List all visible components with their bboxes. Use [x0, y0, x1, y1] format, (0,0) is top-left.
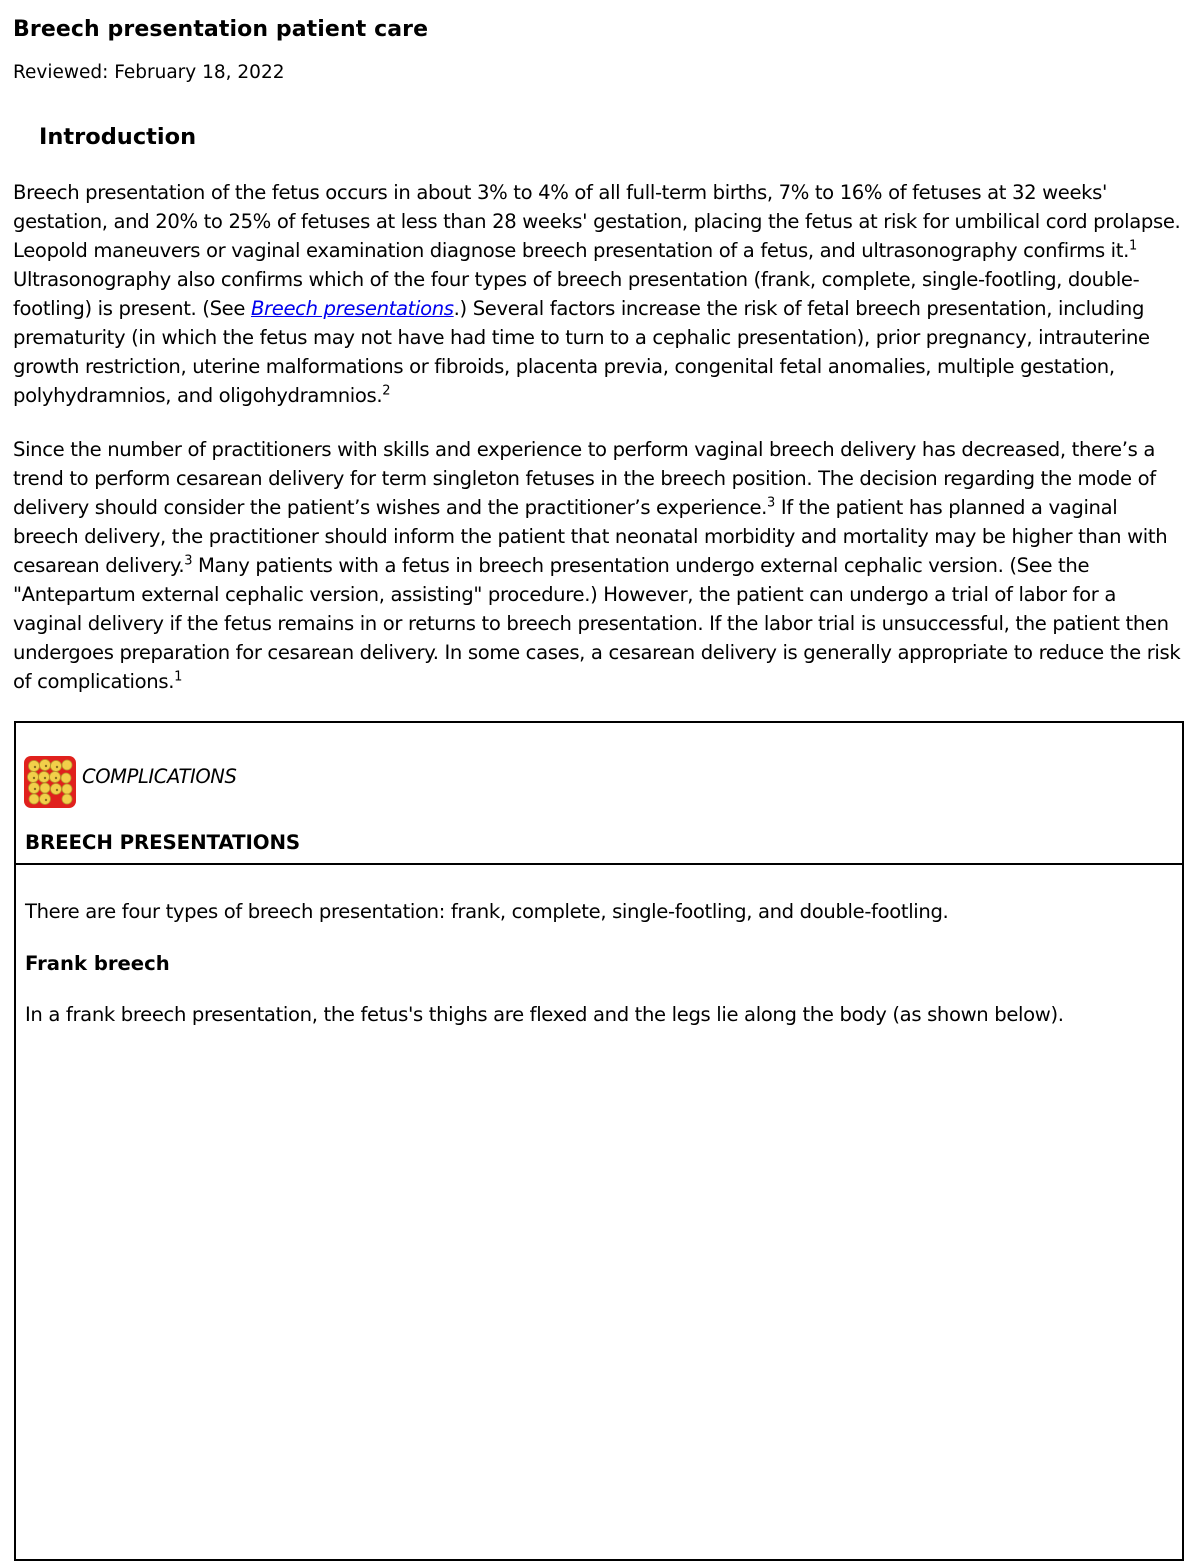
reference-marker: 2 — [382, 383, 391, 399]
box-intro-text: There are four types of breech presentation: frank, complete, single-footling, and double-footling. — [25, 900, 949, 923]
para2-text-1: Since the number of practitioners with skills and experience to perform vaginal breech delivery has decreased, there’s a trend to perform cesarean delivery for term singleton fetuses in the breech position. The decision regarding the mode of delivery should consider the patient’s wishes and the practitioner’s experience. — [13, 438, 1156, 519]
complications-box — [14, 721, 1184, 1561]
para1-text-1: Breech presentation of the fetus occurs in about 3% to 4% of all full-term births, 7% to 16% of fetuses at 32 weeks' gestation, and 20% to 25% of fetuses at less than 28 weeks' gestation, placing the fetus at risk for umbilical cord prolapse. Leopold maneuvers or vaginal examination diagnose breech presentation of a fetus, and ultrasonography confirms it. — [13, 181, 1181, 262]
breech-presentations-link[interactable]: Breech presentations — [250, 297, 454, 320]
section-heading-introduction: Introduction — [39, 124, 197, 150]
frank-breech-text: In a frank breech presentation, the fetus's thighs are flexed and the legs lie along the body (as shown below). — [25, 1003, 1064, 1026]
complications-label: COMPLICATIONS — [82, 765, 237, 788]
box-title: BREECH PRESENTATIONS — [25, 831, 301, 854]
para2-text-2: If the patient has planned a vaginal breech delivery, the practitioner should inform the patient that neonatal morbidity and mortality may be higher than with cesarean delivery. — [13, 496, 1168, 577]
para1-text-3: .) Several factors increase the risk of fetal breech presentation, including prematurity (in which the fetus may not have had time to turn to a cephalic presentation), prior pregnancy, intrauterine growth restriction, uterine malformations or fibroids, placenta previa, congenital fetal anomalies, multiple gestation, polyhydramnios, and oligohydramnios. — [13, 297, 1150, 407]
reference-marker: 1 — [174, 669, 183, 685]
intro-paragraph-2 — [13, 435, 1188, 696]
page-title: Breech presentation patient care — [13, 17, 429, 42]
subheading-frank-breech: Frank breech — [25, 952, 170, 975]
reference-marker: 3 — [767, 495, 775, 511]
intro-paragraph-1 — [13, 178, 1188, 410]
para1-text-2: Ultrasonography also confirms which of the four types of breech presentation (frank, complete, single-footling, double-footling) is present. (See — [13, 268, 1140, 320]
complications-box-header — [16, 723, 1182, 865]
reference-marker: 3 — [184, 553, 193, 569]
reference-marker: 1 — [1128, 238, 1137, 254]
complications-icon — [24, 756, 76, 808]
para2-text-3: Many patients with a fetus in breech presentation undergo external cephalic version. (See the "Antepartum external cephalic version, assisting" procedure.) However, the patient can undergo a trial of labor for a vaginal delivery if the fetus remains in or returns to breech presentation. If the labor trial is unsuccessful, the patient then undergoes preparation for cesarean delivery. In some cases, a cesarean delivery is generally appropriate to reduce the risk of complications. — [13, 554, 1181, 693]
reviewed-date: Reviewed: February 18, 2022 — [13, 62, 285, 83]
